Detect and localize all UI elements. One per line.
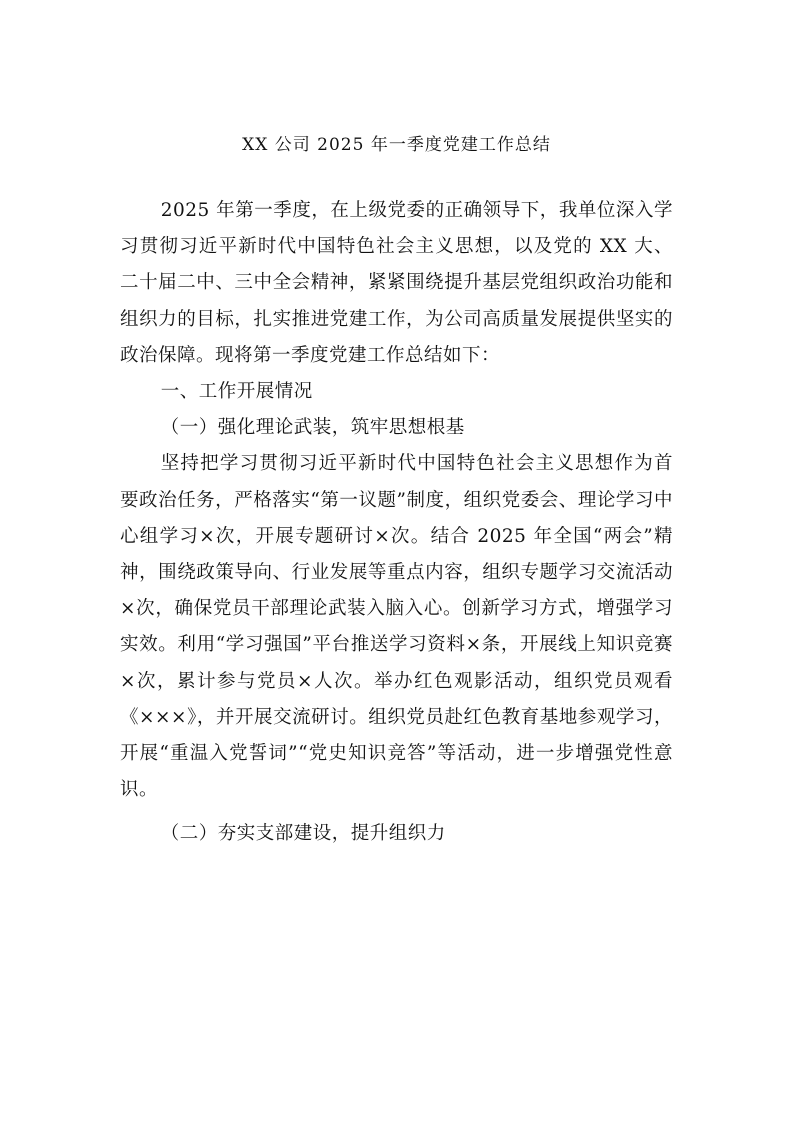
subsection-heading-1: （一）强化理论武装，筑牢思想根基 xyxy=(160,417,465,439)
document-title: XX 公司 2025 年一季度党建工作总结 xyxy=(242,135,551,155)
body-paragraph-1: 坚持把学习贯彻习近平新时代中国特色社会主义思想作为首要政治任务，严格落实“第一议题”制度，组织党委会、理论学习中心组学习×次，开展专题研讨×次。结合 2025 年全国“两会”精神，围绕政策导向、行业发展等重点内容，组织专题学习交流活动×次，确保党员干部理论武装入脑入心。创新学习方式，增强学习实效。利用“学习强国”平台推送学习资料×条，开展线上知识竞赛×次，累计参与党员×人次。举办红色观影活动，组织党员观看《×××》，并开展交流研讨。组织党员赴红色教育基地参观学习，开展“重温入党誓词”“党史知识竞答”等活动，进一步增强党性意识。 xyxy=(120,453,673,801)
document-body xyxy=(120,193,673,853)
section-heading: 一、工作开展情况 xyxy=(160,381,313,403)
intro-paragraph: 2025 年第一季度，在上级党委的正确领导下，我单位深入学习贯彻习近平新时代中国特色社会主义思想，以及党的 XX 大、二十届二中、三中全会精神，紧紧围绕提升基层党组织政治功能和组织力的目标，扎实推进党建工作，为公司高质量发展提供坚实的政治保障。现将第一季度党建工作总结如下： xyxy=(120,200,673,366)
subsection-heading-2: （二）夯实支部建设，提升组织力 xyxy=(160,823,446,845)
